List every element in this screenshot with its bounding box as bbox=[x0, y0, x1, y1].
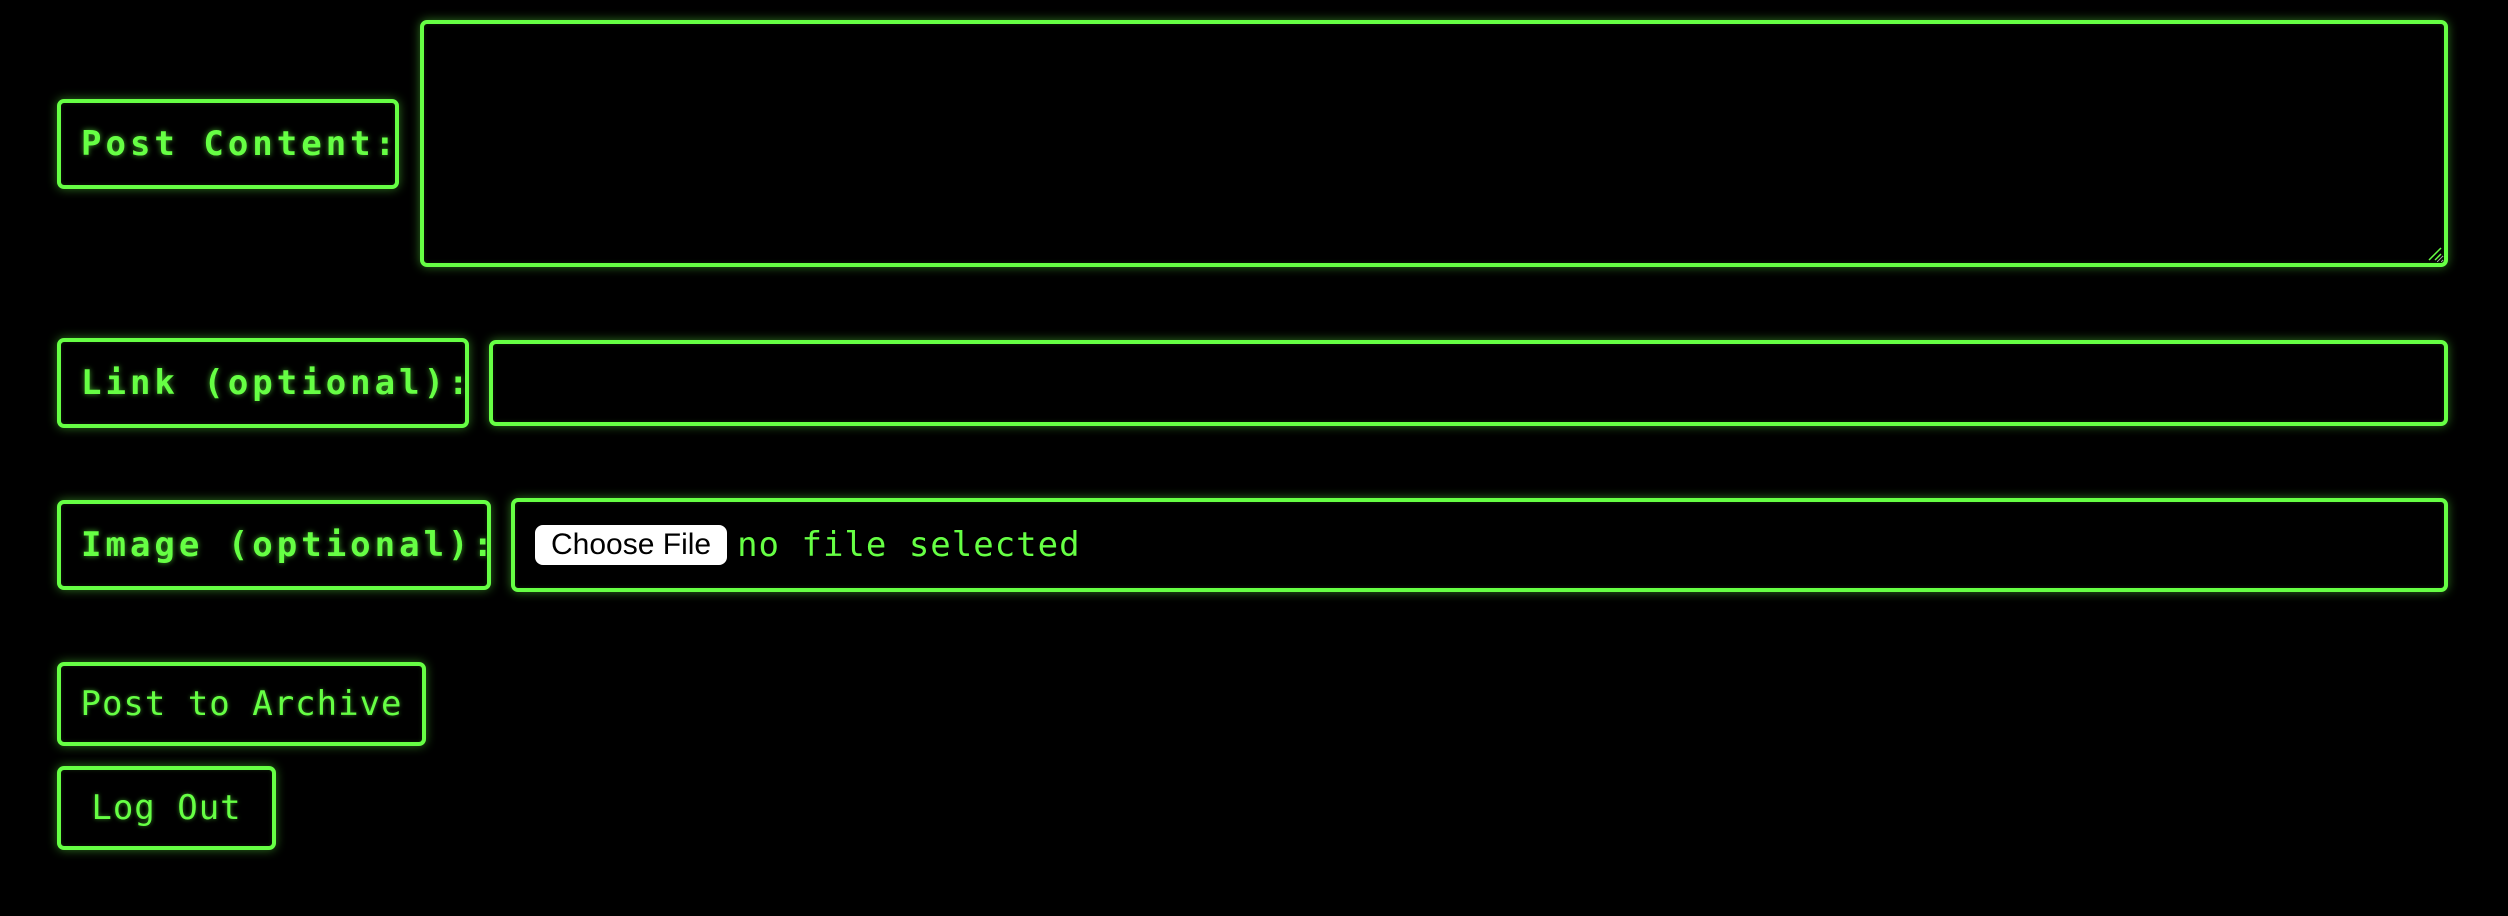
post-content-textarea[interactable] bbox=[420, 20, 2448, 267]
image-file-input[interactable] bbox=[511, 498, 2448, 592]
link-label bbox=[57, 338, 473, 428]
post-to-archive-button[interactable]: Post to Archive bbox=[57, 662, 426, 746]
post-content-label-text: Post Content: bbox=[81, 124, 400, 164]
file-status-text: no file selected bbox=[737, 525, 1081, 565]
log-out-button[interactable]: Log Out bbox=[57, 766, 276, 850]
choose-file-button[interactable]: Choose File bbox=[535, 525, 727, 565]
link-label-text: Link (optional): bbox=[81, 363, 473, 403]
link-input[interactable] bbox=[489, 340, 2448, 426]
image-label bbox=[57, 500, 497, 590]
post-content-label bbox=[57, 99, 399, 189]
image-label-text: Image (optional): bbox=[81, 525, 497, 565]
